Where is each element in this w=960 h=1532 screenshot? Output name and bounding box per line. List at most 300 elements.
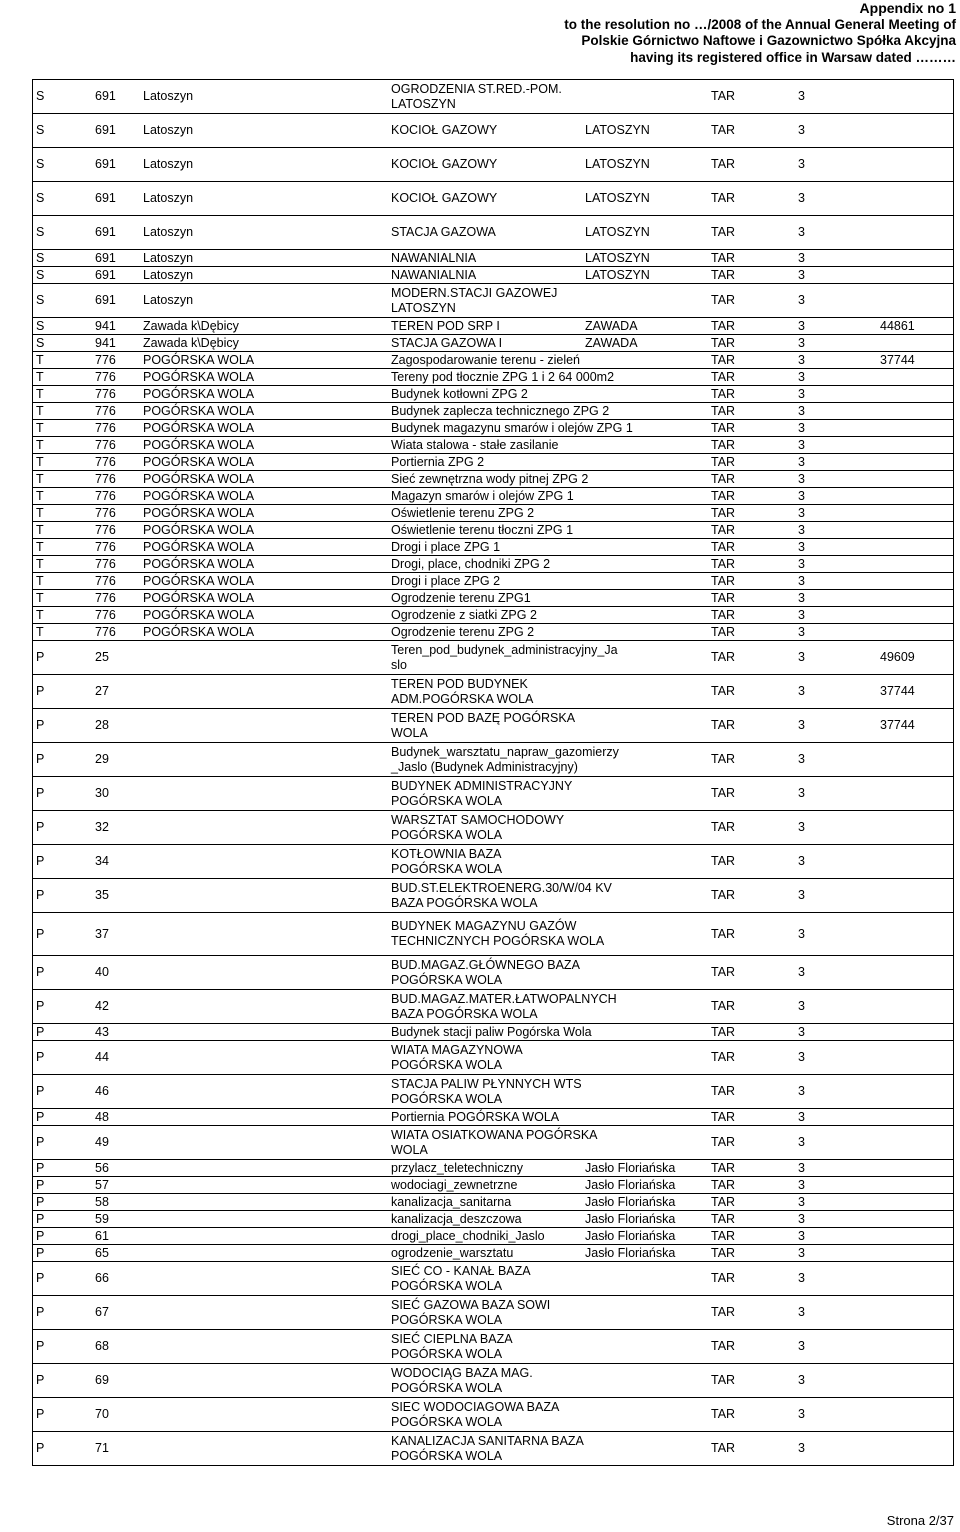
- table-row: [33, 1245, 953, 1262]
- description-cell: [391, 1364, 533, 1397]
- description-line: Zagospodarowanie terenu - zieleń: [391, 352, 581, 367]
- type-cell: S: [36, 335, 45, 350]
- tar-cell: TAR: [711, 250, 736, 265]
- description-cell: [391, 335, 502, 351]
- tar-number-cell: 3: [798, 157, 805, 171]
- type-cell: P: [36, 786, 45, 800]
- code-cell: 776: [95, 437, 116, 452]
- description-cell: [391, 250, 476, 266]
- table-row: [33, 556, 953, 573]
- tar-cell: TAR: [711, 1084, 736, 1098]
- tar-number-cell: 3: [798, 1135, 805, 1149]
- table-row: [33, 1041, 953, 1075]
- code-cell: 32: [95, 820, 109, 834]
- tar-cell: TAR: [711, 369, 736, 384]
- company-line: Polskie Górnictwo Naftowe i Gazownictwo Spółka Akcyjna: [581, 33, 956, 48]
- description-cell: [391, 590, 531, 606]
- description-line: wodociagi_zewnetrzne: [391, 1177, 518, 1192]
- table-row: [33, 250, 953, 267]
- type-cell: P: [36, 1407, 45, 1421]
- tar-number-cell: 3: [798, 488, 805, 503]
- type-cell: P: [36, 752, 45, 766]
- code-cell: 29: [95, 752, 109, 766]
- table-row: [33, 624, 953, 641]
- table-row: [33, 1330, 953, 1364]
- type-cell: T: [36, 386, 44, 401]
- type-cell: P: [36, 1441, 45, 1455]
- description-line: STACJA GAZOWA: [391, 225, 496, 239]
- type-cell: T: [36, 607, 44, 622]
- tar-number-cell: 3: [798, 965, 805, 979]
- description-line: STACJA PALIW PŁYNNYCH WTS: [391, 1076, 582, 1091]
- tar-cell: TAR: [711, 471, 736, 486]
- type-cell: P: [36, 1271, 45, 1285]
- description-cell: [391, 148, 497, 181]
- code-cell: 30: [95, 786, 109, 800]
- description-cell: [391, 913, 604, 955]
- tar-cell: TAR: [711, 191, 736, 205]
- tar-cell: TAR: [711, 225, 736, 239]
- code-cell: 59: [95, 1211, 109, 1226]
- code-cell: 776: [95, 352, 116, 367]
- type-cell: S: [36, 157, 45, 171]
- type-cell: P: [36, 999, 45, 1013]
- code-cell: 34: [95, 854, 109, 868]
- type-cell: T: [36, 624, 44, 639]
- tar-cell: TAR: [711, 752, 736, 766]
- type-cell: P: [36, 1211, 45, 1226]
- tar-number-cell: 3: [798, 1211, 805, 1226]
- place-cell: LATOSZYN: [585, 225, 650, 239]
- tar-cell: TAR: [711, 556, 736, 571]
- tar-number-cell: 3: [798, 650, 805, 664]
- description-line: Budynek stacji paliw Pogórska Wola: [391, 1024, 592, 1039]
- code-cell: 42: [95, 999, 109, 1013]
- place-cell: Jasło Floriańska: [585, 1177, 676, 1192]
- table-row: [33, 1177, 953, 1194]
- description-cell: [391, 488, 574, 504]
- id-cell: 37744: [880, 718, 915, 732]
- description-line: Budynek kotłowni ZPG 2: [391, 386, 528, 401]
- description-line: _Jaslo (Budynek Administracyjny): [391, 759, 578, 774]
- description-line: POGÓRSKA WOLA: [391, 827, 503, 842]
- place-cell: Jasło Floriańska: [585, 1228, 676, 1243]
- description-cell: [391, 675, 533, 708]
- tar-number-cell: 3: [798, 820, 805, 834]
- tar-number-cell: 3: [798, 786, 805, 800]
- resolution-line: to the resolution no …/2008 of the Annual General Meeting of: [564, 16, 956, 32]
- table-row: [33, 1364, 953, 1398]
- tar-cell: TAR: [711, 820, 736, 834]
- id-cell: 37744: [880, 352, 915, 367]
- place-cell: Jasło Floriańska: [585, 1160, 676, 1175]
- description-line: Ogrodzenie z siatki ZPG 2: [391, 607, 537, 622]
- tar-number-cell: 3: [798, 123, 805, 137]
- tar-number-cell: 3: [798, 225, 805, 239]
- type-cell: P: [36, 820, 45, 834]
- type-cell: T: [36, 573, 44, 588]
- description-line: Oświetlenie terenu ZPG 2: [391, 505, 535, 520]
- description-line: POGÓRSKA WOLA: [391, 861, 503, 876]
- description-cell: [391, 471, 588, 487]
- tar-cell: TAR: [711, 1160, 736, 1175]
- type-cell: T: [36, 522, 44, 537]
- description-cell: [391, 1398, 559, 1431]
- code-cell: 37: [95, 926, 109, 941]
- table-row: [33, 1024, 953, 1041]
- type-cell: P: [36, 1339, 45, 1353]
- tar-number-cell: 3: [798, 1339, 805, 1353]
- tar-number-cell: 3: [798, 854, 805, 868]
- tar-number-cell: 3: [798, 926, 805, 941]
- description-line: POGÓRSKA WOLA: [391, 1448, 503, 1463]
- table-row: [33, 454, 953, 471]
- code-cell: 68: [95, 1339, 109, 1353]
- description-cell: [391, 386, 528, 402]
- description-line: Sieć zewnętrzna wody pitnej ZPG 2: [391, 471, 589, 486]
- place-cell: LATOSZYN: [585, 267, 650, 282]
- description-cell: [391, 1024, 592, 1040]
- tar-cell: TAR: [711, 1271, 736, 1285]
- description-line: POGÓRSKA WOLA: [391, 1414, 503, 1429]
- description-line: BUD.MAGAZ.GŁÓWNEGO BAZA: [391, 957, 580, 972]
- location-name-cell: POGÓRSKA WOLA: [143, 590, 255, 605]
- description-line: Teren_pod_budynek_administracyjny_Ja: [391, 642, 618, 657]
- place-cell: ZAWADA: [585, 335, 638, 350]
- description-line: Drogi i place ZPG 1: [391, 539, 501, 554]
- type-cell: P: [36, 1305, 45, 1319]
- description-cell: [391, 318, 500, 334]
- table-row: [33, 522, 953, 539]
- table-row: [33, 505, 953, 522]
- place-cell: LATOSZYN: [585, 123, 650, 137]
- tar-cell: TAR: [711, 624, 736, 639]
- tar-cell: TAR: [711, 89, 736, 103]
- table-row: [33, 1432, 953, 1466]
- location-name-cell: Latoszyn: [143, 225, 194, 239]
- location-name-cell: POGÓRSKA WOLA: [143, 437, 255, 452]
- type-cell: P: [36, 1050, 45, 1064]
- page-number: Strona 2/37: [886, 1513, 954, 1528]
- tar-number-cell: 3: [798, 1024, 805, 1039]
- code-cell: 776: [95, 403, 116, 418]
- description-cell: [391, 403, 609, 419]
- table-row: [33, 318, 953, 335]
- id-cell: 44861: [880, 318, 915, 333]
- description-line: POGÓRSKA WOLA: [391, 1057, 503, 1072]
- code-cell: 69: [95, 1373, 109, 1387]
- type-cell: T: [36, 556, 44, 571]
- tar-number-cell: 3: [798, 556, 805, 571]
- tar-cell: TAR: [711, 718, 736, 732]
- table-row: [33, 743, 953, 777]
- table-row: [33, 284, 953, 318]
- tar-number-cell: 3: [798, 1305, 805, 1319]
- tar-cell: TAR: [711, 1373, 736, 1387]
- tar-number-cell: 3: [798, 1050, 805, 1064]
- location-name-cell: POGÓRSKA WOLA: [143, 624, 255, 639]
- table-row: [33, 1109, 953, 1126]
- tar-number-cell: 3: [798, 1084, 805, 1098]
- description-line: KANALIZACJA SANITARNA BAZA: [391, 1433, 584, 1448]
- code-cell: 776: [95, 454, 116, 469]
- description-line: POGÓRSKA WOLA: [391, 1091, 503, 1106]
- type-cell: P: [36, 1177, 45, 1192]
- code-cell: 691: [95, 191, 116, 205]
- description-cell: [391, 216, 496, 249]
- location-name-cell: POGÓRSKA WOLA: [143, 573, 255, 588]
- table-row: [33, 573, 953, 590]
- description-cell: [391, 1126, 598, 1159]
- description-line: KOTŁOWNIA BAZA: [391, 846, 502, 861]
- location-name-cell: Latoszyn: [143, 267, 194, 282]
- tar-cell: TAR: [711, 1211, 736, 1226]
- code-cell: 941: [95, 335, 116, 350]
- type-cell: S: [36, 250, 45, 265]
- type-cell: P: [36, 1084, 45, 1098]
- code-cell: 27: [95, 684, 109, 698]
- description-line: KOCIOŁ GAZOWY: [391, 123, 498, 137]
- tar-number-cell: 3: [798, 335, 805, 350]
- tar-number-cell: 3: [798, 573, 805, 588]
- place-cell: LATOSZYN: [585, 191, 650, 205]
- tar-number-cell: 3: [798, 1407, 805, 1421]
- description-line: Oświetlenie terenu tłoczni ZPG 1: [391, 522, 574, 537]
- document-header: [564, 0, 956, 66]
- description-line: Budynek magazynu smarów i olejów ZPG 1: [391, 420, 633, 435]
- location-name-cell: POGÓRSKA WOLA: [143, 454, 255, 469]
- table-row: [33, 1398, 953, 1432]
- table-row: [33, 352, 953, 369]
- tar-cell: TAR: [711, 888, 736, 902]
- code-cell: 691: [95, 267, 116, 282]
- type-cell: P: [36, 1194, 45, 1209]
- description-cell: [391, 1177, 517, 1193]
- description-cell: [391, 1109, 559, 1125]
- description-line: BUDYNEK MAGAZYNU GAZÓW: [391, 919, 577, 933]
- id-cell: 37744: [880, 684, 915, 698]
- description-line: TECHNICZNYCH POGÓRSKA WOLA: [391, 934, 605, 948]
- tar-cell: TAR: [711, 786, 736, 800]
- type-cell: P: [36, 965, 45, 979]
- location-name-cell: POGÓRSKA WOLA: [143, 522, 255, 537]
- type-cell: T: [36, 352, 44, 367]
- description-cell: [391, 1296, 550, 1329]
- description-line: BUD.ST.ELEKTROENERG.30/W/04 KV: [391, 880, 612, 895]
- description-cell: [391, 1330, 513, 1363]
- type-cell: T: [36, 488, 44, 503]
- table-row: [33, 1160, 953, 1177]
- code-cell: 40: [95, 965, 109, 979]
- tar-cell: TAR: [711, 590, 736, 605]
- type-cell: T: [36, 420, 44, 435]
- tar-number-cell: 3: [798, 1373, 805, 1387]
- description-line: POGÓRSKA WOLA: [391, 1380, 503, 1395]
- code-cell: 691: [95, 225, 116, 239]
- table-row: [33, 369, 953, 386]
- description-line: kanalizacja_deszczowa: [391, 1211, 522, 1226]
- description-cell: [391, 811, 564, 844]
- tar-cell: TAR: [711, 1441, 736, 1455]
- location-name-cell: Zawada k\Dębicy: [143, 318, 239, 333]
- type-cell: P: [36, 1228, 45, 1243]
- code-cell: 776: [95, 573, 116, 588]
- table-row: [33, 437, 953, 454]
- type-cell: P: [36, 1024, 45, 1039]
- description-cell: [391, 539, 500, 555]
- description-line: WOLA: [391, 1142, 428, 1157]
- description-line: Drogi, place, chodniki ZPG 2: [391, 556, 551, 571]
- description-cell: [391, 777, 572, 810]
- location-name-cell: POGÓRSKA WOLA: [143, 488, 255, 503]
- code-cell: 691: [95, 250, 116, 265]
- location-name-cell: POGÓRSKA WOLA: [143, 539, 255, 554]
- table-row: [33, 182, 953, 216]
- tar-cell: TAR: [711, 1407, 736, 1421]
- table-row: [33, 114, 953, 148]
- table-row: [33, 335, 953, 352]
- description-cell: [391, 505, 534, 521]
- type-cell: S: [36, 191, 45, 205]
- description-cell: [391, 522, 573, 538]
- tar-cell: TAR: [711, 437, 736, 452]
- location-name-cell: POGÓRSKA WOLA: [143, 403, 255, 418]
- description-line: Ogrodzenie terenu ZPG1: [391, 590, 531, 605]
- location-name-cell: Latoszyn: [143, 157, 194, 171]
- tar-number-cell: 3: [798, 752, 805, 766]
- type-cell: P: [36, 1160, 45, 1175]
- place-cell: LATOSZYN: [585, 250, 650, 265]
- tar-number-cell: 3: [798, 1109, 805, 1124]
- description-line: POGÓRSKA WOLA: [391, 1312, 503, 1327]
- type-cell: T: [36, 590, 44, 605]
- description-cell: [391, 369, 614, 385]
- place-cell: Jasło Floriańska: [585, 1211, 676, 1226]
- description-line: STACJA GAZOWA I: [391, 335, 503, 350]
- location-name-cell: POGÓRSKA WOLA: [143, 471, 255, 486]
- description-line: Budynek zaplecza technicznego ZPG 2: [391, 403, 610, 418]
- description-line: ADM.POGÓRSKA WOLA: [391, 691, 534, 706]
- tar-cell: TAR: [711, 1245, 736, 1260]
- location-name-cell: POGÓRSKA WOLA: [143, 607, 255, 622]
- description-line: Drogi i place ZPG 2: [391, 573, 501, 588]
- code-cell: 776: [95, 607, 116, 622]
- tar-number-cell: 3: [798, 607, 805, 622]
- place-cell: Jasło Floriańska: [585, 1245, 676, 1260]
- tar-cell: TAR: [711, 539, 736, 554]
- code-cell: 44: [95, 1050, 109, 1064]
- description-cell: [391, 624, 534, 640]
- table-row: [33, 80, 953, 114]
- type-cell: P: [36, 1135, 45, 1149]
- table-row: [33, 1262, 953, 1296]
- tar-number-cell: 3: [798, 1194, 805, 1209]
- office-line: having its registered office in Warsaw dated ………: [630, 49, 956, 65]
- code-cell: 691: [95, 293, 116, 307]
- description-line: TEREN POD BUDYNEK: [391, 676, 528, 691]
- description-cell: [391, 556, 550, 572]
- tar-cell: TAR: [711, 1050, 736, 1064]
- table-row: [33, 1296, 953, 1330]
- code-cell: 58: [95, 1194, 109, 1209]
- tar-cell: TAR: [711, 965, 736, 979]
- code-cell: 776: [95, 369, 116, 384]
- code-cell: 66: [95, 1271, 109, 1285]
- tar-cell: TAR: [711, 684, 736, 698]
- tar-number-cell: 3: [798, 522, 805, 537]
- description-line: KOCIOŁ GAZOWY: [391, 191, 498, 205]
- description-line: SIEC WODOCIAGOWA BAZA: [391, 1399, 560, 1414]
- location-name-cell: Latoszyn: [143, 89, 194, 103]
- tar-number-cell: 3: [798, 718, 805, 732]
- place-cell: Jasło Floriańska: [585, 1194, 676, 1209]
- table-row: [33, 777, 953, 811]
- description-line: kanalizacja_sanitarna: [391, 1194, 512, 1209]
- description-line: BAZA POGÓRSKA WOLA: [391, 895, 538, 910]
- table-row: [33, 1211, 953, 1228]
- tar-number-cell: 3: [798, 999, 805, 1013]
- description-cell: [391, 709, 575, 742]
- code-cell: 776: [95, 420, 116, 435]
- code-cell: 57: [95, 1177, 109, 1192]
- table-row: [33, 148, 953, 182]
- type-cell: P: [36, 718, 45, 732]
- tar-cell: TAR: [711, 999, 736, 1013]
- description-line: Wiata stalowa - stałe zasilanie: [391, 437, 559, 452]
- table-row: [33, 990, 953, 1024]
- description-line: SIEĆ CO - KANAŁ BAZA: [391, 1263, 531, 1278]
- description-cell: [391, 956, 580, 989]
- tar-cell: TAR: [711, 1194, 736, 1209]
- table-row: [33, 590, 953, 607]
- place-cell: LATOSZYN: [585, 157, 650, 171]
- tar-number-cell: 3: [798, 369, 805, 384]
- description-cell: [391, 1432, 584, 1465]
- type-cell: P: [36, 1245, 45, 1260]
- tar-cell: TAR: [711, 157, 736, 171]
- description-line: Budynek_warsztatu_napraw_gazomierzy: [391, 744, 619, 759]
- location-name-cell: POGÓRSKA WOLA: [143, 352, 255, 367]
- description-cell: [391, 267, 476, 283]
- description-line: KOCIOŁ GAZOWY: [391, 157, 498, 171]
- location-name-cell: POGÓRSKA WOLA: [143, 386, 255, 401]
- type-cell: P: [36, 888, 45, 902]
- description-line: WARSZTAT SAMOCHODOWY: [391, 812, 565, 827]
- tar-cell: TAR: [711, 386, 736, 401]
- tar-cell: TAR: [711, 505, 736, 520]
- tar-cell: TAR: [711, 1177, 736, 1192]
- description-line: POGÓRSKA WOLA: [391, 793, 503, 808]
- tar-number-cell: 3: [798, 1441, 805, 1455]
- tar-number-cell: 3: [798, 250, 805, 265]
- type-cell: P: [36, 926, 45, 941]
- code-cell: 941: [95, 318, 116, 333]
- tar-number-cell: 3: [798, 471, 805, 486]
- code-cell: 776: [95, 386, 116, 401]
- tar-number-cell: 3: [798, 437, 805, 452]
- description-cell: [391, 454, 484, 470]
- tar-cell: TAR: [711, 403, 736, 418]
- tar-number-cell: 3: [798, 1160, 805, 1175]
- location-name-cell: Zawada k\Dębicy: [143, 335, 239, 350]
- tar-number-cell: 3: [798, 590, 805, 605]
- code-cell: 776: [95, 624, 116, 639]
- place-cell: ZAWADA: [585, 318, 638, 333]
- tar-cell: TAR: [711, 123, 736, 137]
- table-row: [33, 1194, 953, 1211]
- tar-cell: TAR: [711, 352, 736, 367]
- location-name-cell: POGÓRSKA WOLA: [143, 556, 255, 571]
